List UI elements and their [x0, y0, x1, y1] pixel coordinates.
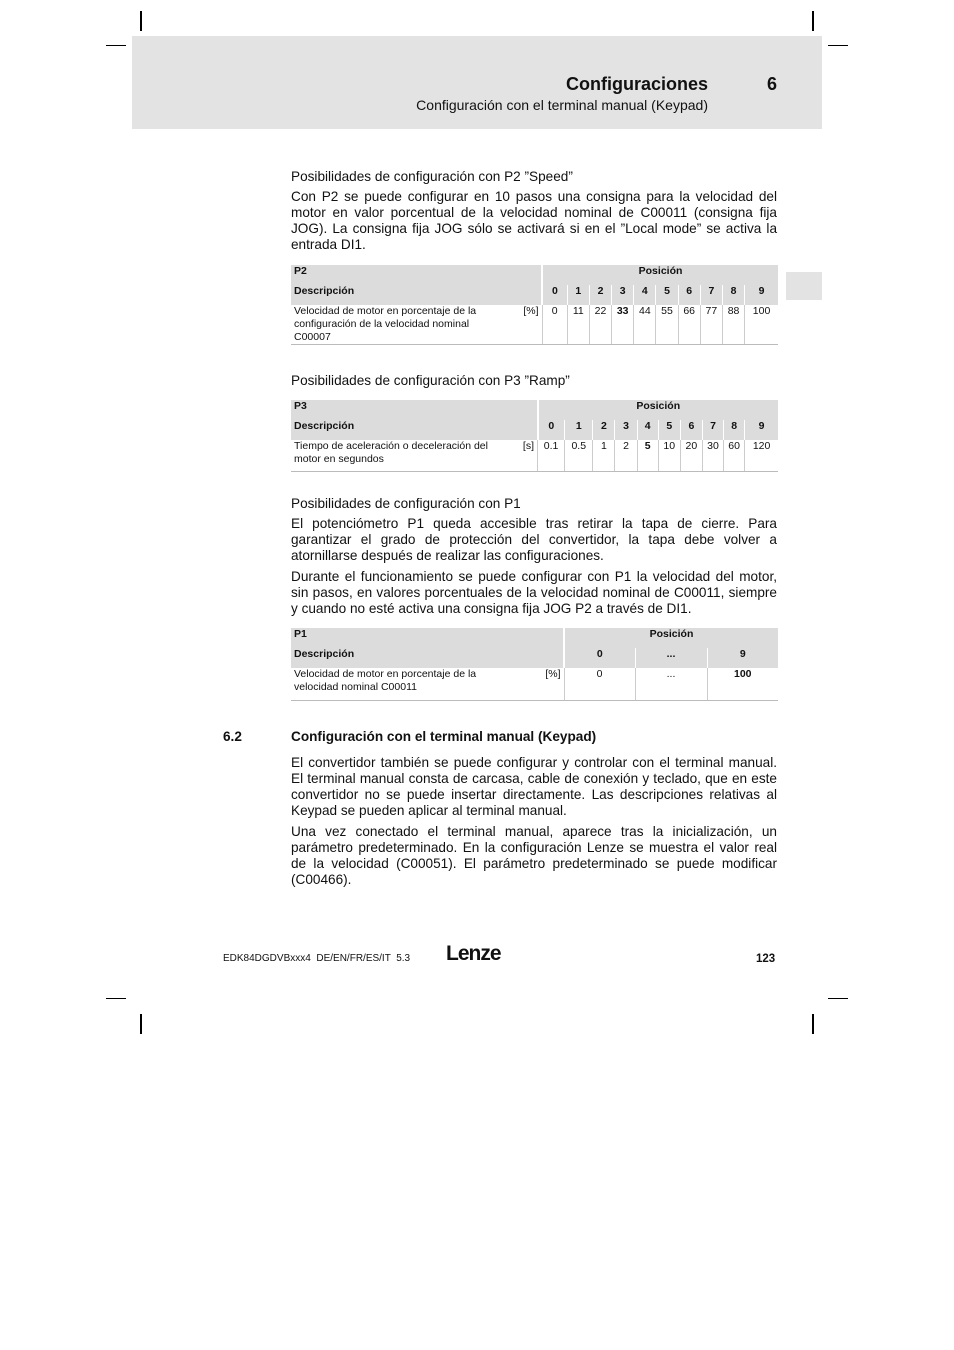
- p2-description-label: Descripción: [291, 285, 542, 305]
- table-cell: 66: [678, 305, 700, 345]
- p3-table-code: P3: [291, 400, 538, 420]
- table-col-header: 0: [542, 285, 567, 305]
- page-number: 123: [756, 953, 776, 965]
- p2-paragraph: [291, 189, 777, 253]
- p2-table-code: P2: [291, 265, 542, 285]
- crop-mark: [812, 11, 814, 31]
- table-col-header: 4: [637, 420, 658, 440]
- table-cell: 88: [722, 305, 744, 345]
- p1-unit: [%]: [523, 668, 564, 700]
- p3-description-label: Descripción: [291, 420, 538, 440]
- p2-heading: Posibilidades de configuración con P2 ”Speed”: [291, 169, 573, 184]
- table-col-header: 0: [564, 648, 635, 668]
- p1-description-label: Descripción: [291, 648, 564, 668]
- chapter-title: Configuraciones: [565, 74, 708, 94]
- section-number: 6.2: [223, 729, 242, 744]
- p2-description: Velocidad de motor en porcentaje de la configuración de la velocidad nominal C00007: [291, 305, 503, 345]
- p3-unit: [s]: [502, 440, 537, 471]
- p3-position-label: Posición: [538, 400, 779, 420]
- section-paragraph-1: El convertidor también se puede configurar y controlar con el terminal manual. El terminal manual consta de carcasa, cable de conexión y teclado, que en este convertidor no se puede insertar directamente. Las descripciones relativas al Keypad se pueden aplicar al terminal manual.: [291, 755, 777, 818]
- table-cell: 77: [700, 305, 722, 345]
- table-cell: 1: [593, 440, 615, 471]
- table-cell: 100: [745, 305, 778, 345]
- table-col-header: 7: [702, 420, 723, 440]
- p2-table: [291, 265, 778, 345]
- table-col-header: ...: [635, 648, 707, 668]
- table-col-header: 2: [589, 285, 611, 305]
- p3-description: Tiempo de aceleración o deceleración del motor en segundos: [291, 440, 502, 471]
- p2-position-label: Posición: [542, 265, 778, 285]
- table-cell: 20: [680, 440, 702, 471]
- table-col-header: 1: [567, 285, 589, 305]
- table-cell: 30: [702, 440, 723, 471]
- table-col-header: 3: [615, 420, 637, 440]
- table-cell: 44: [634, 305, 656, 345]
- chapter-number: 6: [766, 74, 777, 94]
- table-cell: 22: [589, 305, 611, 345]
- table-col-header: 2: [593, 420, 615, 440]
- table-col-header: 5: [656, 285, 678, 305]
- p2-paragraph-text: Con P2 se puede configurar en 10 pasos una consigna para la velocidad del motor en valor porcentual de la velocidad nominal de C00011 (consigna fija JOG). La consigna fija JOG sólo se activará si en el ”Local mode” se activa la entrada DI1.: [291, 189, 777, 252]
- p3-table: [291, 400, 778, 472]
- p1-paragraphs: [291, 516, 777, 617]
- chapter-subtitle: Configuración con el terminal manual (Keypad): [416, 97, 708, 113]
- table-cell: 0: [542, 305, 567, 345]
- crop-mark: [106, 998, 126, 999]
- table-col-header: 8: [722, 285, 744, 305]
- table-col-header: 9: [745, 285, 778, 305]
- table-cell: 120: [745, 440, 778, 471]
- p1-heading: Posibilidades de configuración con P1: [291, 496, 521, 511]
- table-cell: 10: [658, 440, 680, 471]
- crop-mark: [828, 998, 848, 999]
- table-col-header: 6: [680, 420, 702, 440]
- table-col-header: 3: [612, 285, 634, 305]
- table-col-header: 1: [565, 420, 593, 440]
- lenze-logo: Lenze: [446, 942, 501, 965]
- crop-mark: [140, 1014, 142, 1034]
- table-cell: 2: [615, 440, 637, 471]
- p1-table-code: P1: [291, 628, 564, 648]
- table-col-header: 9: [745, 420, 778, 440]
- table-col-header: 7: [700, 285, 722, 305]
- p1-position-label: Posición: [564, 628, 778, 648]
- table-cell-default: 33: [612, 305, 634, 345]
- table-cell: 0.1: [538, 440, 565, 471]
- table-col-header: 4: [634, 285, 656, 305]
- table-col-header: 0: [538, 420, 565, 440]
- section-title: Configuración con el terminal manual (Keypad): [291, 729, 597, 744]
- p2-unit: [%]: [503, 305, 542, 345]
- p1-description: Velocidad de motor en porcentaje de la velocidad nominal C00011: [291, 668, 523, 700]
- table-cell: 60: [724, 440, 745, 471]
- section-paragraphs: [291, 755, 777, 888]
- table-cell: 0.5: [565, 440, 593, 471]
- crop-mark: [140, 11, 142, 31]
- table-col-header: 5: [658, 420, 680, 440]
- table-cell: 0: [564, 668, 635, 700]
- side-tab: [786, 272, 822, 300]
- table-col-header: 8: [724, 420, 745, 440]
- table-col-header: 6: [678, 285, 700, 305]
- header-band: [132, 36, 822, 129]
- table-cell-default: 5: [637, 440, 658, 471]
- p3-heading: Posibilidades de configuración con P3 ”Ramp”: [291, 373, 570, 388]
- crop-mark: [812, 1014, 814, 1034]
- table-col-header: 9: [707, 648, 778, 668]
- crop-mark: [828, 45, 848, 46]
- footer-doc-id: EDK84DGDVBxxx4 DE/EN/FR/ES/IT 5.3: [223, 953, 411, 964]
- p1-table: [291, 628, 778, 701]
- section-paragraph-2: Una vez conectado el terminal manual, aparece tras la inicialización, un parámetro predeterminado. En la configuración Lenze se muestra el valor real de la velocidad (C00051). El parámetro predeterminado se puede modificar (C00466).: [291, 824, 777, 887]
- crop-mark: [106, 45, 126, 46]
- p1-paragraph-1: El potenciómetro P1 queda accesible tras retirar la tapa de cierre. Para garantizar el grado de protección del convertidor, la tapa debe volver a atornillarse después de realizar las configuraciones.: [291, 516, 777, 563]
- table-cell: 11: [567, 305, 589, 345]
- table-cell: ...: [635, 668, 707, 700]
- p1-paragraph-2: Durante el funcionamiento se puede configurar con P1 la velocidad del motor, sin pasos, en valores porcentuales de la velocidad nominal de C00011, siempre y cuando no esté activa una consigna fija JOG P2 a través de DI1.: [291, 569, 777, 616]
- table-cell: 55: [656, 305, 678, 345]
- table-cell-default: 100: [707, 668, 778, 700]
